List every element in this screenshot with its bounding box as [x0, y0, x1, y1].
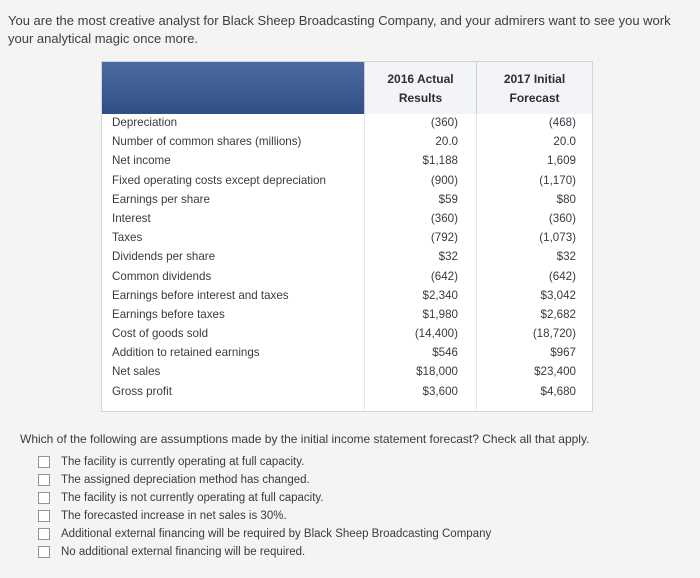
- header-2016-line1: 2016 Actual: [387, 72, 454, 86]
- option-not-full-capacity[interactable]: [38, 489, 491, 507]
- value-2017: $80: [556, 192, 576, 206]
- value-2017: $967: [550, 346, 576, 360]
- table-row: [102, 344, 592, 363]
- value-2016: $32: [438, 250, 458, 264]
- value-2017: 1,609: [546, 154, 576, 168]
- row-label: Taxes: [112, 231, 143, 245]
- question-text: Which of the following are assumptions made by the initial income statement forecast? Check all that apply.: [20, 432, 590, 446]
- table-row: [102, 133, 592, 152]
- intro-text: You are the most creative analyst for Black Sheep Broadcasting Company, and your admirers want to see you work your analytical magic once more.: [8, 13, 671, 46]
- checkbox[interactable]: [38, 474, 50, 486]
- table-row: [102, 363, 592, 382]
- value-2016: $1,188: [422, 154, 458, 168]
- option-label: The assigned depreciation method has changed.: [61, 474, 310, 486]
- row-label: Dividends per share: [112, 250, 216, 264]
- option-label: No additional external financing will be required.: [61, 546, 306, 558]
- table-row: [102, 191, 592, 210]
- table-row: [102, 248, 592, 267]
- row-label: Depreciation: [112, 116, 178, 129]
- option-sales-increase-30[interactable]: [38, 507, 491, 525]
- option-label: The facility is not currently operating at full capacity.: [61, 492, 324, 504]
- value-2017: (642): [548, 269, 576, 283]
- table-row: [102, 172, 592, 191]
- value-2016: (360): [430, 116, 458, 129]
- answer-options: [38, 453, 491, 561]
- option-external-financing-required[interactable]: [38, 525, 491, 543]
- option-label: The forecasted increase in net sales is 30%.: [61, 510, 287, 522]
- row-label: Earnings before taxes: [112, 307, 225, 321]
- option-label: The facility is currently operating at full capacity.: [61, 456, 305, 468]
- header-2017-forecast: [476, 62, 592, 114]
- value-2017: (360): [548, 211, 576, 225]
- table-row: [102, 268, 592, 287]
- value-2017: 20.0: [553, 135, 576, 149]
- value-2017: $32: [556, 250, 576, 264]
- option-depreciation-changed[interactable]: [38, 471, 491, 489]
- checkbox[interactable]: [38, 528, 50, 540]
- header-label-column: [102, 62, 364, 114]
- table-row: [102, 210, 592, 229]
- checkbox[interactable]: [38, 492, 50, 504]
- value-2017: (468): [548, 116, 576, 129]
- value-2016: $59: [438, 192, 458, 206]
- header-2016-actual: [364, 62, 476, 114]
- value-2017: (1,073): [539, 231, 576, 245]
- table-row: [102, 383, 592, 402]
- option-no-external-financing[interactable]: [38, 543, 491, 561]
- table-row: [102, 152, 592, 171]
- value-2016: $1,980: [422, 307, 458, 321]
- row-label: Earnings per share: [112, 192, 210, 206]
- row-label: Fixed operating costs except depreciation: [112, 173, 326, 187]
- row-label: Gross profit: [112, 384, 172, 398]
- checkbox[interactable]: [38, 546, 50, 558]
- value-2016: (792): [430, 231, 458, 245]
- row-label: Net income: [112, 154, 171, 168]
- value-2016: $18,000: [416, 365, 458, 379]
- value-2016: $2,340: [422, 288, 458, 302]
- value-2016: (14,400): [414, 327, 458, 341]
- row-label: Number of common shares (millions): [112, 135, 302, 149]
- option-full-capacity[interactable]: [38, 453, 491, 471]
- table-row: [102, 287, 592, 306]
- value-2017: $23,400: [534, 365, 576, 379]
- value-2017: (1,170): [539, 173, 576, 187]
- table-body: [102, 114, 592, 402]
- table-row: [102, 306, 592, 325]
- row-label: Cost of goods sold: [112, 327, 209, 341]
- row-label: Earnings before interest and taxes: [112, 288, 289, 302]
- header-2016-line2: Results: [398, 91, 443, 105]
- value-2017: (18,720): [532, 327, 576, 341]
- row-label: Interest: [112, 211, 151, 225]
- table-row: [102, 325, 592, 344]
- value-2016: 20.0: [435, 135, 458, 149]
- option-label: Additional external financing will be required by Black Sheep Broadcasting Company: [61, 528, 492, 540]
- value-2017: $2,682: [540, 307, 576, 321]
- value-2016: $3,600: [422, 384, 458, 398]
- value-2017: $3,042: [540, 288, 576, 302]
- value-2016: $546: [432, 346, 458, 360]
- value-2017: $4,680: [540, 384, 576, 398]
- header-2017-line2: Forecast: [509, 91, 560, 105]
- header-2017-line1: 2017 Initial: [503, 72, 566, 86]
- row-label: Common dividends: [112, 269, 212, 283]
- row-label: Addition to retained earnings: [112, 346, 260, 360]
- value-2016: (642): [430, 269, 458, 283]
- value-2016: (900): [430, 173, 458, 187]
- checkbox[interactable]: [38, 456, 50, 468]
- table-header: [102, 62, 592, 114]
- row-label: Net sales: [112, 365, 161, 379]
- income-statement-table: [101, 61, 593, 412]
- checkbox[interactable]: [38, 510, 50, 522]
- table-row: [102, 114, 592, 133]
- table-row: [102, 229, 592, 248]
- value-2016: (360): [430, 211, 458, 225]
